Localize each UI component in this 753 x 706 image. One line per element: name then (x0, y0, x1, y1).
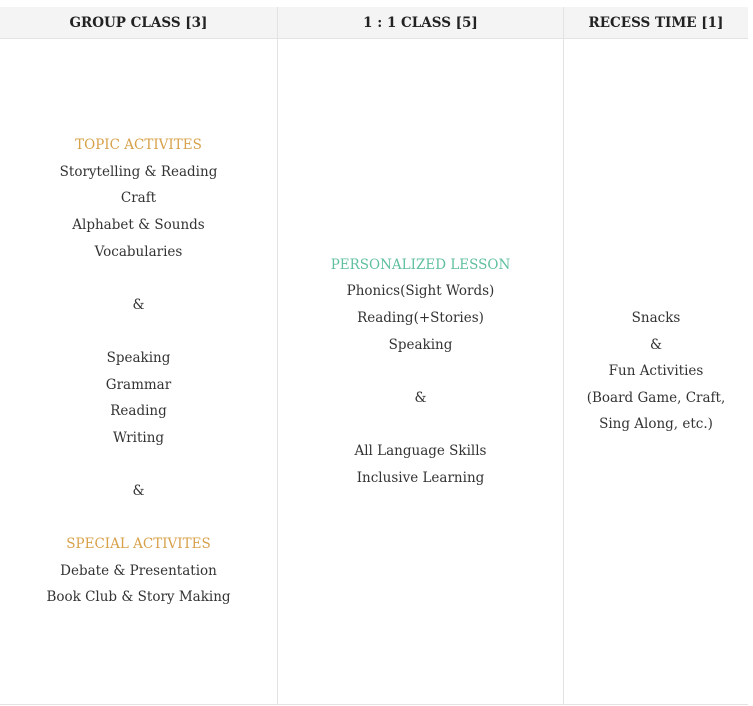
recess-column (564, 39, 748, 704)
recess-item: Sing Along, etc.) (599, 416, 713, 433)
one-on-one-column (278, 39, 564, 704)
class-schedule-table (0, 7, 748, 705)
recess-item: Snacks (631, 310, 681, 327)
topic-item: Storytelling & Reading (59, 163, 218, 180)
special-item: Book Club & Story Making (46, 589, 231, 606)
topic-item: Craft (120, 190, 157, 207)
lesson-item: Phonics(Sight Words) (346, 283, 495, 300)
lesson-extra-item: All Language Skills (354, 442, 487, 459)
header-one-on-one-class: 1 : 1 CLASS [5] (278, 7, 564, 38)
lesson-item: Speaking (388, 336, 453, 353)
skill-item: Writing (112, 429, 165, 446)
skill-item: Grammar (105, 376, 172, 393)
topic-item: Vocabularies (94, 243, 183, 260)
table-header (0, 7, 748, 39)
ampersand: & (414, 389, 427, 406)
lesson-extra-item: Inclusive Learning (356, 469, 485, 486)
table-body (0, 39, 748, 704)
special-item: Debate & Presentation (60, 562, 217, 579)
topic-item: Alphabet & Sounds (72, 216, 205, 233)
recess-item: (Board Game, Craft, (586, 389, 726, 406)
skill-item: Reading (110, 403, 167, 420)
personalized-lesson-title: PERSONALIZED LESSON (330, 256, 511, 273)
group-class-column (0, 39, 278, 704)
header-recess-time: RECESS TIME [1] (588, 14, 724, 31)
header-group-class: GROUP CLASS [3] (0, 7, 278, 38)
topic-activities-title: TOPIC ACTIVITES (75, 137, 202, 154)
recess-item: & (649, 336, 663, 353)
ampersand: & (132, 296, 145, 313)
ampersand: & (132, 482, 145, 499)
skill-item: Speaking (106, 349, 171, 366)
recess-item: Fun Activities (608, 363, 704, 380)
special-activities-title: SPECIAL ACTIVITES (66, 536, 211, 553)
lesson-item: Reading(+Stories) (357, 310, 484, 327)
